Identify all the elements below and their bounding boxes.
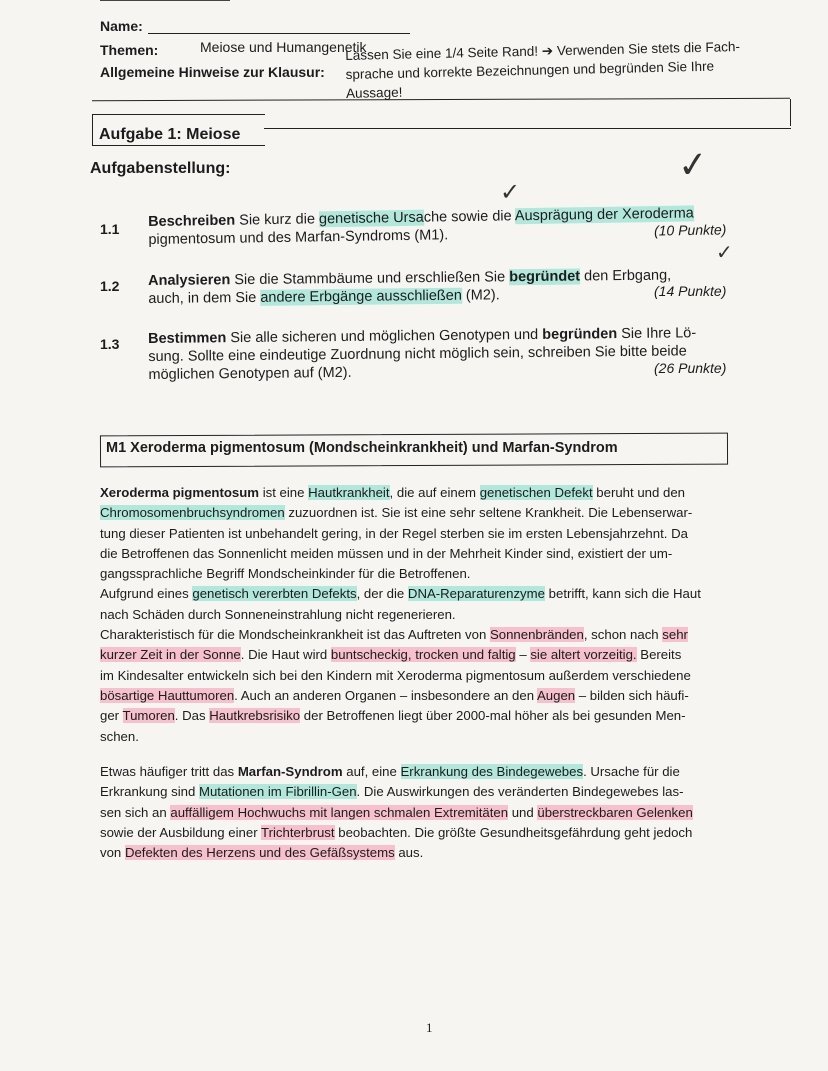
hints-line-3: Aussage! <box>345 84 403 101</box>
task-number-1-1: 1.1 <box>100 221 120 237</box>
verb: Analysieren <box>148 272 231 289</box>
points-1-2: (14 Punkte) <box>654 283 727 299</box>
text: . Ursache für die <box>583 764 680 779</box>
text: Sie die Stammbäume und erschließen Sie <box>230 269 510 289</box>
text: , schon nach <box>583 627 663 643</box>
text: die Betroffenen das Sonnenlicht meiden müssen und in der Mehrheit Kinder sind, existiert der um- <box>100 545 673 561</box>
m1-paragraph-1 <box>100 483 776 747</box>
text: auf, eine <box>342 764 401 779</box>
themes-label: Themen: <box>100 42 159 58</box>
text: Charakteristisch für die Mondscheinkrankheit ist das Auftreten von <box>100 627 490 643</box>
text: Sie alle sicheren und möglichen Genotypen und <box>226 326 543 347</box>
verb: begründen <box>542 326 618 343</box>
name-label: Name: <box>100 18 143 34</box>
text: , der die <box>356 586 408 602</box>
highlight: DNA-Reparaturenzyme <box>407 586 545 602</box>
highlight: Augen <box>536 687 576 703</box>
task-1-3-line-2: sung. Sollte eine eindeutige Zuordnung nicht möglich sein, schreiben Sie bitte beide <box>148 343 687 365</box>
highlight: genetische Ursa <box>318 209 424 228</box>
text: beobachten. Die größte Gesundheitsgefährdung geht jedoch <box>334 824 693 840</box>
highlight: genetischen Defekt <box>479 485 593 500</box>
text: sen sich an <box>100 804 171 820</box>
text: (M2). <box>461 287 500 304</box>
text: betrifft, kann sich die Haut <box>544 586 701 602</box>
text: che sowie die <box>423 208 515 226</box>
task-box-right <box>790 99 791 126</box>
highlight: sie altert vorzeitig. <box>530 647 637 663</box>
task-number-1-3: 1.3 <box>100 336 120 352</box>
text: und <box>508 804 538 820</box>
highlight: Sonnenbränden <box>489 627 584 643</box>
task-1-3-line-3: möglichen Genotypen auf (M2). <box>148 364 352 383</box>
hints-line-2: sprache und korrekte Bezeichnungen und begründen Sie Ihre <box>345 58 715 82</box>
hints-text <box>345 37 741 103</box>
text: . Das <box>174 708 210 724</box>
verb: Bestimmen <box>148 330 227 347</box>
m1-title: M1 Xeroderma pigmentosum (Mondscheinkrankheit) und Marfan-Syndrom <box>106 440 618 456</box>
highlight: bösartige Hauttumoren <box>100 687 235 703</box>
text: beruht und den <box>592 485 685 500</box>
task-subtitle: Aufgabenstellung: <box>90 160 231 177</box>
text: – <box>515 647 531 663</box>
task-1-1-line-2: pigmentosum und des Marfan-Syndroms (M1). <box>148 227 449 248</box>
m1-paragraph-2 <box>100 762 776 863</box>
text: nach Schäden durch Sonneneinstrahlung nicht regenerieren. <box>100 606 456 622</box>
highlight: überstreckbaren Gelenken <box>537 804 693 820</box>
task-title: Aufgabe 1: Meiose <box>99 126 241 143</box>
text: im Kindesalter entwickeln sich bei den Kindern mit Xeroderma pigmentosum außerdem verschiedene <box>100 667 691 683</box>
text: – bilden sich häufi- <box>575 687 689 703</box>
text: ist eine <box>259 485 309 500</box>
hints-line-1: Lassen Sie eine 1/4 Seite Rand! ➔ Verwenden Sie stets die Fach- <box>345 39 741 63</box>
highlight: auffälligem Hochwuchs mit langen schmalen Extremitäten <box>170 804 509 820</box>
text: Erkrankung sind <box>100 784 199 800</box>
text: aus. <box>394 845 424 861</box>
text: Sie kurz die <box>235 211 320 229</box>
points-1-1: (10 Punkte) <box>653 221 727 239</box>
page-number: 1 <box>426 1020 433 1035</box>
highlight: genetisch vererbten Defekts <box>192 586 357 602</box>
name-field[interactable] <box>148 18 410 34</box>
check-mark-icon: ✓ <box>716 240 733 264</box>
text: auch, in dem Sie <box>148 289 261 307</box>
highlight: Hautkrebsrisiko <box>209 708 301 724</box>
text: schen. <box>100 728 139 744</box>
highlight: andere Erbgänge ausschließen <box>260 287 462 306</box>
task-box-bottom <box>264 128 791 129</box>
text: zuzuordnen ist. Sie ist eine sehr seltene Krankheit. Die Lebenserwar- <box>284 505 693 521</box>
text: . Auch an anderen Organen – insbesondere an den <box>234 687 537 703</box>
highlight: Chromosomenbruchsyndromen <box>100 505 285 521</box>
text: den Erbgang, <box>579 267 672 285</box>
themes-value: Meiose und Humangenetik <box>200 39 367 55</box>
highlight: Ausprägung der Xeroderma <box>514 205 694 225</box>
top-rule <box>100 0 230 1</box>
text: sowie der Ausbildung einer <box>100 824 262 840</box>
text: , die auf einem <box>389 485 480 500</box>
highlight: kurzer Zeit in der Sonne <box>100 647 241 663</box>
highlight: Erkrankung des Bindegewebes <box>400 764 584 779</box>
highlight: Trichterbrust <box>261 824 335 840</box>
task-number-1-2: 1.2 <box>100 278 120 294</box>
term: Xeroderma pigmentosum <box>100 485 260 500</box>
text: . Die Haut wird <box>240 647 331 663</box>
text: Bereits <box>636 647 682 663</box>
verb: Beschreiben <box>148 212 236 230</box>
check-mark-icon: ✓ <box>500 178 521 206</box>
highlight: buntscheckig, trocken und faltig <box>330 647 516 663</box>
text: ger <box>100 708 123 724</box>
points-1-3: (26 Punkte) <box>654 360 727 376</box>
text: tung dieser Patienten ist unbehandelt gering, in der Regel sterben sie im ersten Lebensjahrzehnt. Da <box>100 525 688 541</box>
text: von <box>100 845 125 861</box>
term: Marfan-Syndrom <box>237 764 343 779</box>
highlight: sehr <box>662 627 688 643</box>
highlight: Hautkrankheit <box>308 485 390 500</box>
text: gangssprachliche Begriff Mondscheinkinder für die Betroffenen. <box>100 566 471 582</box>
text: Aufgrund eines <box>100 586 193 602</box>
text: Etwas häufiger tritt das <box>100 764 238 779</box>
text: der Betroffenen liegt über 2000-mal höher als bei gesunden Men- <box>300 708 686 724</box>
highlight: Mutationen im Fibrillin-Gen <box>198 784 357 800</box>
highlight: begründet <box>509 268 581 286</box>
highlight: Tumoren <box>122 708 175 724</box>
text: Sie Ihre Lö- <box>617 325 697 343</box>
check-mark-icon: ✓ <box>676 143 710 188</box>
text: . Die Auswirkungen des veränderten Bindegewebes las- <box>356 784 684 800</box>
highlight: Defekten des Herzens und des Gefäßsystems <box>124 845 395 861</box>
hints-label: Allgemeine Hinweise zur Klausur: <box>100 64 325 80</box>
